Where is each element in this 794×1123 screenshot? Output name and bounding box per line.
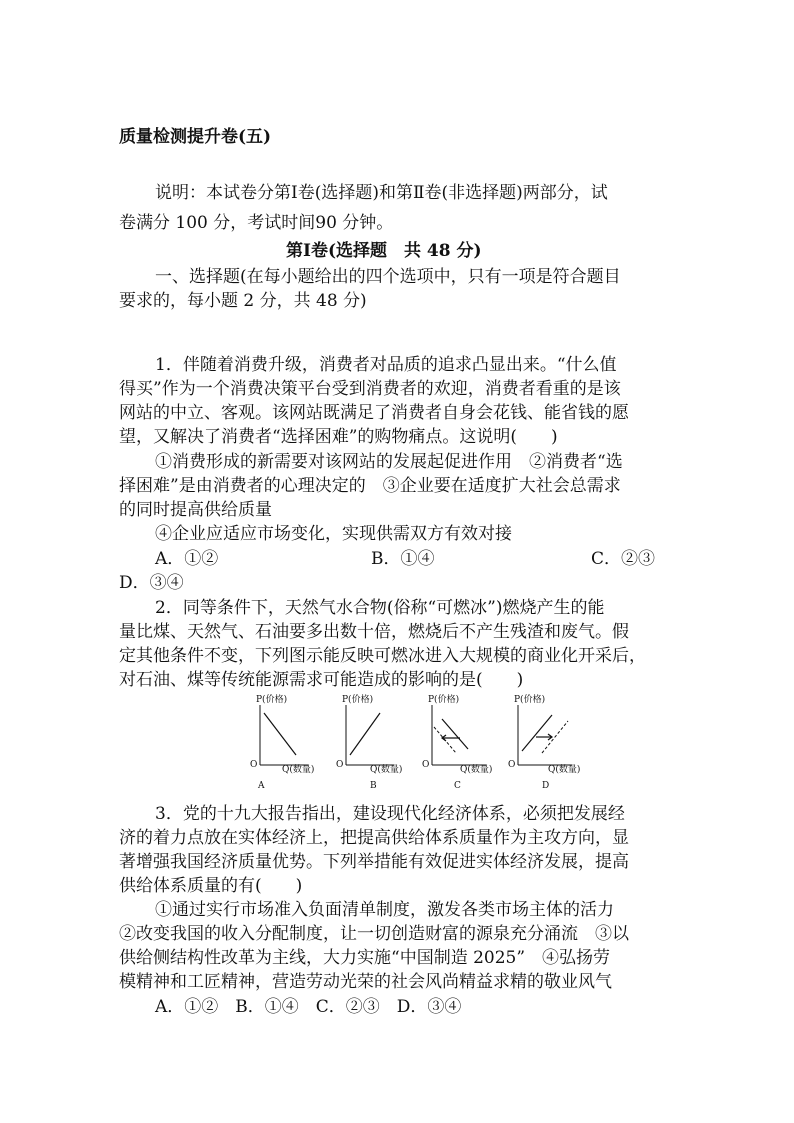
question-1-option-d[interactable]: D．③④: [119, 573, 184, 593]
graph-a-q-label: Q(数量): [282, 765, 315, 775]
question-1-option-c[interactable]: C．②③: [591, 549, 656, 569]
question-2-line: 量比煤、天然气、石油要多出数十倍，燃烧后不产生残渣和废气。假: [119, 622, 629, 642]
graph-c-q-label: Q(数量): [460, 765, 493, 775]
graph-a-origin: O: [250, 760, 258, 770]
question-3-line: 供给体系质量的有( ): [119, 876, 303, 896]
question-2-line: 对石油、煤等传统能源需求可能造成的影响的是( ): [119, 670, 524, 690]
part-heading: 第Ⅰ卷(选择题 共 48 分): [286, 241, 482, 261]
question-3-line: 著增强我国经济质量优势。下列举措能有效促进实体经济发展，提高: [119, 852, 629, 872]
question-3-statement-line: ②改变我国的收入分配制度，让一切创造财富的源泉充分涌流 ③以: [119, 924, 629, 944]
question-3-statement-line: 模精神和工匠精神，营造劳动光荣的社会风尚精益求精的敬业风气: [119, 972, 612, 992]
question-3-line: 3．党的十九大报告指出，建设现代化经济体系，必须把发展经: [155, 804, 625, 824]
question-1-line: 望，又解决了消费者“选择困难”的购物痛点。这说明( ): [119, 427, 558, 447]
instructions-line-2: 卷满分 100 分，考试时间90 分钟。: [119, 213, 394, 233]
question-1-line: 得买”作为一个消费决策平台受到消费者的欢迎，消费者看重的是该: [119, 379, 621, 399]
section-instructions-line-1: 一、选择题(在每小题给出的四个选项中，只有一项是符合题目: [155, 267, 621, 287]
graph-c-origin: O: [422, 760, 430, 770]
question-1-option-b[interactable]: B．①④: [371, 549, 435, 569]
graph-d-q-label: Q(数量): [548, 765, 581, 775]
graph-b-origin: O: [336, 760, 344, 770]
graph-b-q-label: Q(数量): [370, 765, 403, 775]
question-3-statement-line: ①通过实行市场准入负面清单制度，激发各类市场主体的活力: [155, 900, 614, 920]
question-1-option-a[interactable]: A．①②: [155, 549, 219, 569]
page-title: 质量检测提升卷(五): [119, 127, 272, 147]
graph-b-curve: [350, 713, 380, 755]
graph-a-curve: [264, 713, 296, 755]
graph-d[interactable]: [506, 693, 586, 793]
question-3-statement-line: 供给侧结构性改革为主线，大力实施“中国制造 2025” ④弘扬劳: [119, 948, 611, 968]
question-1-line: 网站的中立、客观。该网站既满足了消费者自身会花钱、能省钱的愿: [119, 403, 629, 423]
question-1-statement-line: 的同时提高供给质量: [119, 500, 272, 520]
graph-c-p-label: P(价格): [428, 695, 460, 705]
graph-b-p-label: P(价格): [342, 695, 374, 705]
graph-a-p-label: P(价格): [256, 695, 288, 705]
graph-d-p-label: P(价格): [514, 695, 546, 705]
question-3-options[interactable]: A．①② B．①④ C．②③ D．③④: [155, 997, 462, 1017]
graph-a[interactable]: [248, 693, 320, 793]
graph-d-curve: [522, 715, 552, 751]
question-1-statement-line: 择困难”是由消费者的心理决定的 ③企业要在适度扩大社会总需求: [119, 476, 621, 496]
graph-d-origin: O: [508, 760, 516, 770]
section-instructions-line-2: 要求的，每小题 2 分，共 48 分): [119, 291, 367, 311]
question-1-line: 1．伴随着消费升级，消费者对品质的追求凸显出来。“什么值: [155, 355, 617, 375]
graph-b-letter: B: [370, 781, 377, 791]
graph-b[interactable]: [334, 693, 410, 793]
graph-c-letter: C: [454, 781, 461, 791]
graph-d-letter: D: [542, 781, 550, 791]
instructions-line-1: 说明：本试卷分第Ⅰ卷(选择题)和第Ⅱ卷(非选择题)两部分，试: [155, 183, 608, 203]
question-3-line: 济的着力点放在实体经济上，把提高供给体系质量作为主攻方向，显: [119, 828, 629, 848]
graph-c[interactable]: [420, 693, 496, 793]
question-1-statement-line: ④企业应适应市场变化，实现供需双方有效对接: [155, 524, 512, 544]
graph-c-curve: [442, 719, 468, 749]
question-2-line: 2．同等条件下，天然气水合物(俗称“可燃冰”)燃烧产生的能: [155, 598, 605, 618]
question-2-line: 定其他条件不变，下列图示能反映可燃冰进入大规模的商业化开采后，: [119, 646, 646, 666]
question-1-statement-line: ①消费形成的新需要对该网站的发展起促进作用 ②消费者“选: [155, 452, 623, 472]
graph-a-letter: A: [258, 781, 265, 791]
